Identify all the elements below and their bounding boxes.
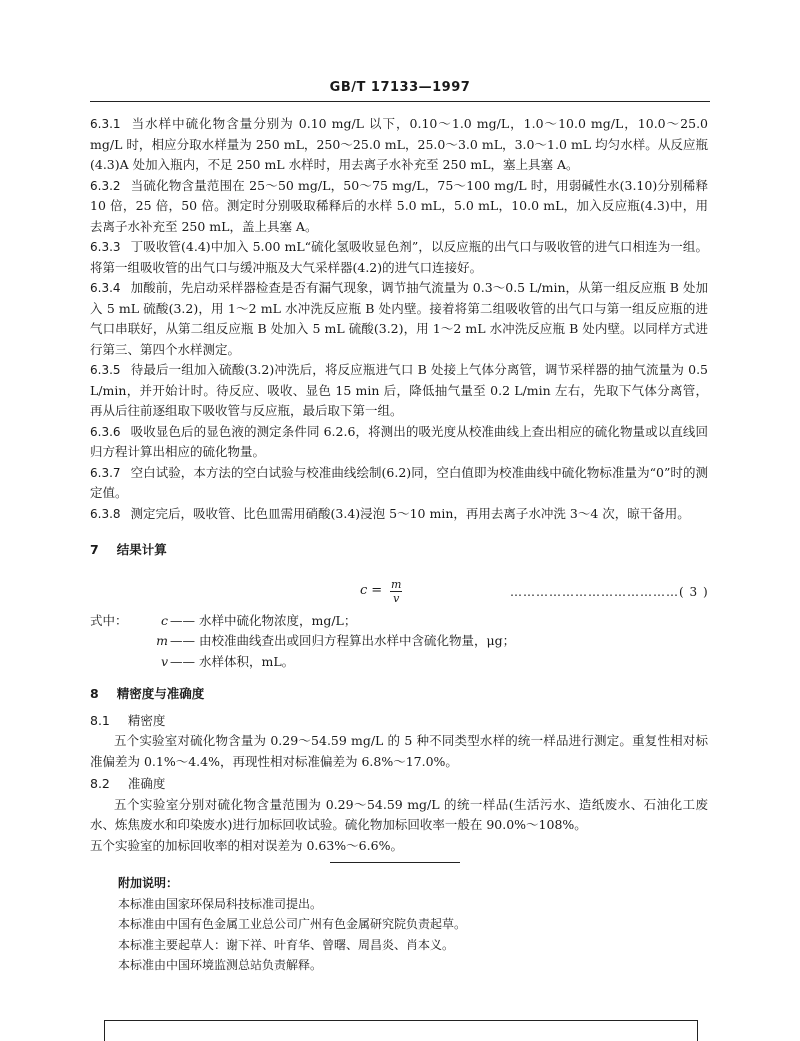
section-8-heading: 8 精密度与准确度 bbox=[90, 686, 205, 701]
notes-line-1: 本标准由国家环保局科技标准司提出。 bbox=[118, 896, 323, 911]
document-body bbox=[90, 114, 708, 976]
clause-6-3-8: 6.3.8 测定完后，吸收管、比色皿需用硝酸(3.4)浸泡 5～10 min，再用去离子水冲洗 3～4 次，晾干备用。 bbox=[90, 505, 690, 521]
section-8-1-heading: 8.1 精密度 bbox=[90, 712, 166, 728]
formula-3 bbox=[90, 575, 708, 605]
clause-6-3-2: 6.3.2 当硫化物含量范围在 25～50 mg/L，50～75 mg/L，75～100 mg/L 时，用弱碱性水(3.10)分别稀释 10 倍，25 倍，50 倍。测定时分别吸取稀释后的水样 5.0 mL，5.0 mL，10.0 mL，加入反应瓶(4.3)中，用去离子水补充至 250 mL，盖上具塞 A。 bbox=[90, 177, 708, 234]
additional-notes bbox=[90, 873, 708, 976]
notes-line-3: 本标准主要起草人：谢下祥、叶育华、曾曙、周昌炎、肖本义。 bbox=[118, 937, 455, 952]
clause-6-3-6: 6.3.6 吸收显色后的显色液的测定条件同 6.2.6，将测出的吸光度从校准曲线上查出相应的硫化物量或以直线回归方程计算出相应的硫化物量。 bbox=[90, 423, 708, 459]
clause-6-3-1: 6.3.1 当水样中硫化物含量分别为 0.10 mg/L 以下，0.10～1.0 mg/L，1.0～10.0 mg/L，10.0～25.0 mg/L 时，相应分取水样量为 250 mL，250～25.0 mL，25.0～3.0 mL，3.0～1.0 mL 均匀水样。从反应瓶(4.3)A 处加入瓶内，不足 250 mL 水样时，用去离子水补充至 250 mL，塞上具塞 A。 bbox=[90, 116, 708, 172]
formula-denominator: v bbox=[393, 591, 400, 605]
notes-line-2: 本标准由中国有色金属工业总公司广州有色金属研究院负责起草。 bbox=[118, 917, 467, 931]
formula-equals: = bbox=[371, 582, 383, 598]
bottom-frame bbox=[104, 1020, 698, 1041]
variable-v: v —— 水样体积，mL。 bbox=[160, 653, 295, 669]
section-7-heading: 7 结果计算 bbox=[90, 542, 167, 557]
accuracy-paragraph: 五个实验室分别对硫化物含量范围为 0.29～54.59 mg/L 的统一样品(生活污水、造纸废水、石油化工废水、炼焦废水和印染废水)进行加标回收试验。硫化物加标回收率一般在 90.0%～108%。 bbox=[90, 796, 708, 832]
notes-title: 附加说明： bbox=[118, 876, 179, 890]
clause-6-3-3: 6.3.3 丁吸收管(4.4)中加入 5.00 mL“硫化氢吸收显色剂”，以反应瓶的出气口与吸收管的进气口相连为一组。将第一组吸收管的出气口与缓冲瓶及大气采样器(4.2)的进气口连接好。 bbox=[90, 239, 708, 275]
clause-6-3-4: 6.3.4 加酸前，先启动采样器检查是否有漏气现象，调节抽气流量为 0.3～0.5 L/min，从第一组反应瓶 B 处加入 5 mL 硫酸(3.2)，用 1～2 mL 水冲洗反应瓶 B 处内壁。接着将第二组吸收管的出气口与第一组反应瓶的进气口串联好，从第二组反应瓶 B 处加入 5 mL 硫酸(3.2)，用 1～2 mL 水冲洗反应瓶 B 处内壁。以同样方式进行第三、第四个水样测定。 bbox=[90, 280, 708, 357]
section-8-2-heading: 8.2 准确度 bbox=[90, 776, 166, 791]
notes-divider bbox=[330, 862, 460, 863]
accuracy-relative-error: 五个实验室的加标回收率的相对误差为 0.63%～6.6%。 bbox=[90, 837, 403, 853]
section-6-3-clauses bbox=[90, 114, 708, 524]
standard-code-header: GB/T 17133—1997 bbox=[329, 80, 471, 95]
clause-6-3-7: 6.3.7 空白试验，本方法的空白试验与校准曲线绘制(6.2)同，空白值即为校准曲线中硫化物标准量为“0”时的测定值。 bbox=[90, 464, 708, 500]
variable-m: m —— 由校准曲线查出或回归方程算出水样中含硫化物量，μg； bbox=[156, 633, 516, 648]
formula-fraction bbox=[390, 579, 402, 604]
formula-lhs: c bbox=[360, 582, 368, 598]
precision-paragraph: 五个实验室对硫化物含量为 0.29～54.59 mg/L 的 5 种不同类型水样的统一样品进行测定。重复性相对标准偏差为 0.1%～4.4%，再现性相对标准偏差为 6.8%～17.0%。 bbox=[90, 733, 708, 769]
formula-number: ( 3 ) bbox=[679, 584, 709, 599]
formula-variable-list bbox=[90, 611, 708, 673]
notes-line-4: 本标准由中国环境监测总站负责解释。 bbox=[118, 958, 323, 972]
formula-numerator: m bbox=[390, 577, 402, 591]
formula-leader-dots: ………………………………… bbox=[510, 584, 679, 599]
header-rule bbox=[90, 101, 710, 102]
clause-6-3-5: 6.3.5 待最后一组加入硫酸(3.2)冲洗后，将反应瓶进气口 B 处接上气体分离管，调节采样器的抽气流量为 0.5 L/min，并开始计时。待反应、吸收、显色 15 min 后，降低抽气量至 0.2 L/min 左右，先取下气体分离管，再从后往前逐组取下吸收管与反应瓶，最后取下第一组。 bbox=[90, 362, 708, 418]
variable-c: 式中： c —— 水样中硫化物浓度，mg/L； bbox=[90, 612, 357, 628]
